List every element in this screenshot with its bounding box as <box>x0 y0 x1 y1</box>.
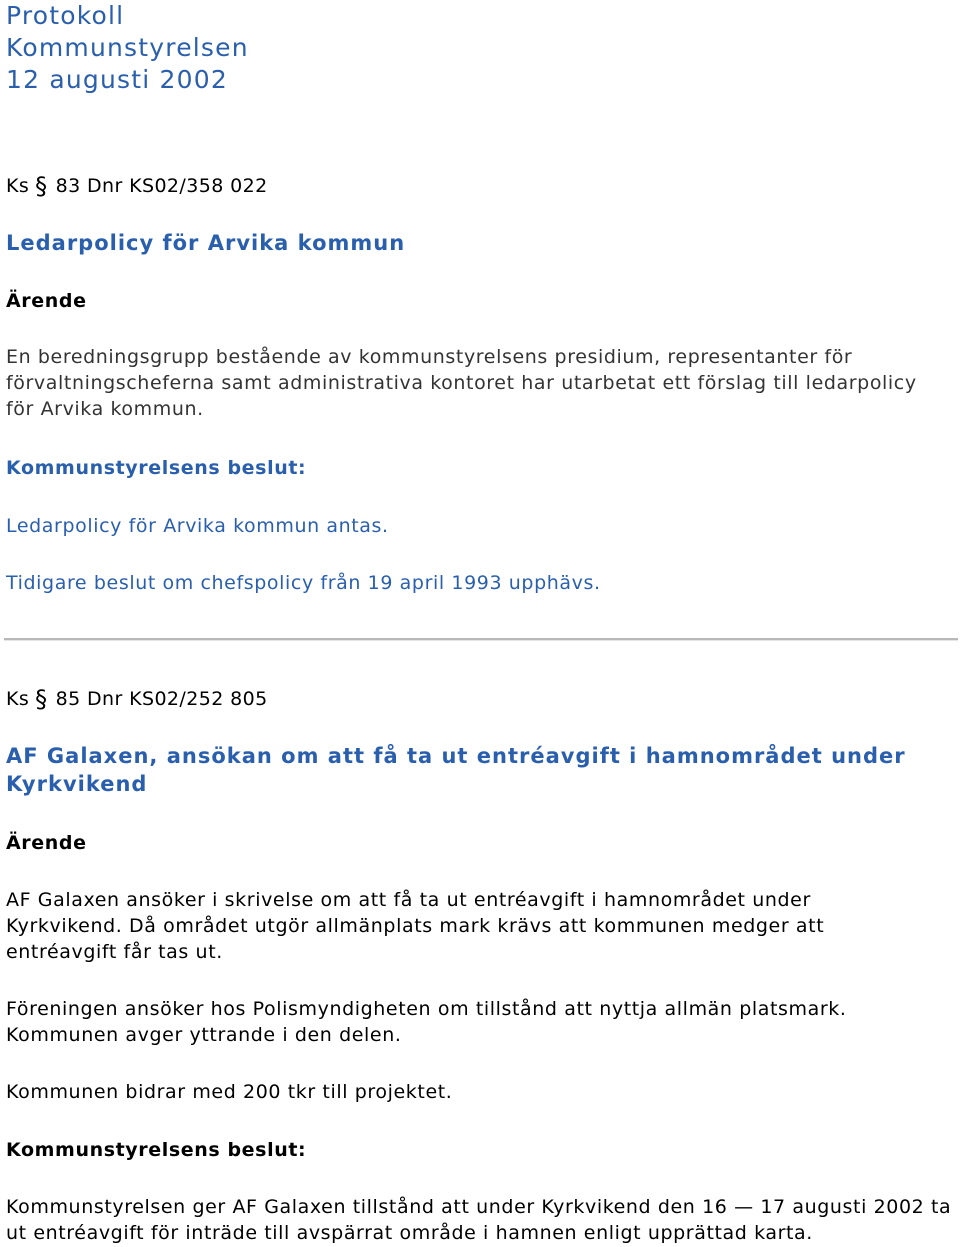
section1-reference <box>6 173 954 199</box>
document-header <box>6 0 954 96</box>
section2-arende-text-3: Kommunen bidrar med 200 tkr till projektet. <box>6 1081 453 1103</box>
section2-beslut-label: Kommunstyrelsens beslut: <box>6 1139 307 1161</box>
section1-beslut-label: Kommunstyrelsens beslut: <box>6 457 307 479</box>
header-protokoll: Protokoll <box>6 1 125 30</box>
header-organ: Kommunstyrelsen <box>6 33 249 62</box>
section1-beslut-1: Ledarpolicy för Arvika kommun antas. <box>6 515 389 537</box>
section2-beslut-text: Kommunstyrelsen ger AF Galaxen tillstånd att under Kyrkvikend den 16 — 17 augusti 2002 ta ut entréavgift för inträde till avspärrat område i hamnen enligt upprättad karta. <box>6 1196 952 1244</box>
section-divider <box>4 638 958 641</box>
section2-ref-prefix: Ks <box>6 688 30 710</box>
section2-ref-number: 85 Dnr KS02/252 805 <box>55 688 268 710</box>
section2-reference <box>6 686 954 712</box>
section1-ref-number: 83 Dnr KS02/358 022 <box>55 175 268 197</box>
section2-arende-text-2: Föreningen ansöker hos Polismyndigheten om tillstånd att nyttja allmän platsmark. Kommunen avger yttrande i den delen. <box>6 998 847 1046</box>
section1-ref-prefix: Ks <box>6 175 30 197</box>
section1-arende-label: Ärende <box>6 290 87 312</box>
section2-arende-label: Ärende <box>6 832 87 854</box>
section2-title: AF Galaxen, ansökan om att få ta ut entréavgift i hamnområdet under Kyrkvikend <box>6 744 906 796</box>
section2-arende-text-1: AF Galaxen ansöker i skrivelse om att få ta ut entréavgift i hamnområdet under Kyrkvikend. Då området utgör allmänplats mark krävs att kommunen medger att entréavgift får tas ut. <box>6 889 825 963</box>
section1-arende-text: En beredningsgrupp bestående av kommunstyrelsens presidium, representanter för förvaltningscheferna samt administrativa kontoret har utarbetat ett förslag till ledarpolicy för Arvika kommun. <box>6 346 917 420</box>
section1-beslut-2: Tidigare beslut om chefspolicy från 19 april 1993 upphävs. <box>6 572 601 594</box>
paragraph-symbol-icon: § <box>35 685 48 713</box>
header-date: 12 augusti 2002 <box>6 65 228 94</box>
paragraph-symbol-icon: § <box>35 172 48 200</box>
section1-title: Ledarpolicy för Arvika kommun <box>6 231 406 255</box>
